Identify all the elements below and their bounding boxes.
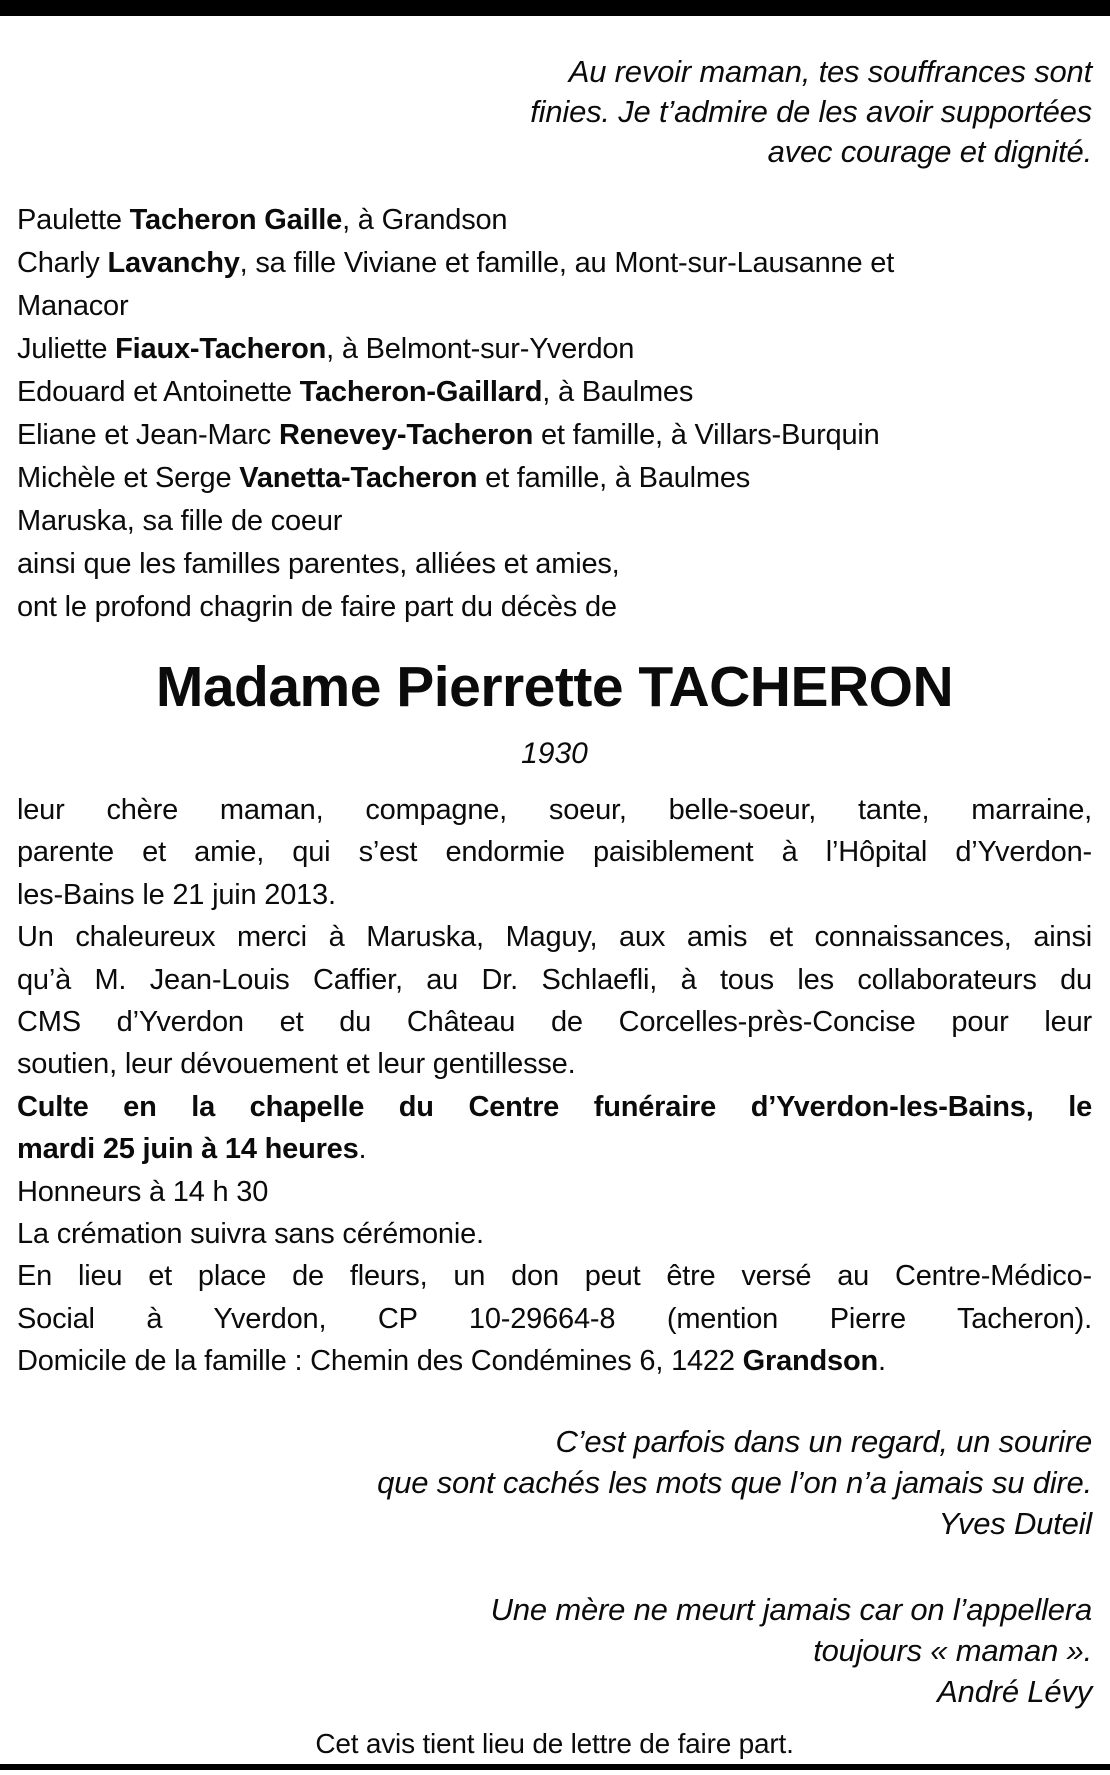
deceased-name: Madame Pierrette TACHERON [155, 655, 954, 719]
family-list-line: ainsi que les familles parentes, alliées et amies, [17, 548, 620, 580]
body-line: Honneurs à 14 h 30 [17, 1175, 269, 1208]
family-list-line: Charly Lavanchy, sa fille Viviane et famille, au Mont-sur-Lausanne et [17, 247, 895, 279]
body-line: les-Bains le 21 juin 2013. [17, 878, 336, 911]
announcement-body [17, 789, 1092, 1383]
body-line: La crémation suivra sans cérémonie. [17, 1218, 484, 1251]
body-line: qu’à M. Jean-Louis Caffier, au Dr. Schlaefli, à tous les collaborateurs du [17, 963, 1092, 996]
family-list-line: Paulette Tacheron Gaille, à Grandson [17, 204, 508, 236]
closing-quote-line: C’est parfois dans un regard, un sourire [555, 1424, 1092, 1459]
family-list-line: Manacor [17, 290, 129, 322]
body-line: Social à Yverdon, CP 10-29664-8 (mention Pierre Tacheron). [17, 1302, 1092, 1335]
body-line: leur chère maman, compagne, soeur, belle-soeur, tante, marraine, [17, 794, 1092, 826]
closing-quote-1 [17, 1421, 1092, 1544]
body-line: Un chaleureux merci à Maruska, Maguy, aux amis et connaissances, ainsi [17, 921, 1092, 954]
family-list-line: Maruska, sa fille de coeur [17, 505, 343, 537]
body-line-ceremony: Culte en la chapelle du Centre funéraire d’Yverdon-les-Bains, le [17, 1090, 1092, 1123]
family-list-line: ont le profond chagrin de faire part du décès de [17, 591, 617, 623]
closing-quote-line: Une mère ne meurt jamais car on l’appellera [490, 1592, 1092, 1627]
body-line: CMS d’Yverdon et du Château de Corcelles-près-Concise pour leur [17, 1006, 1092, 1039]
opening-quote-line: finies. Je t’admire de les avoir supportées [530, 94, 1092, 129]
closing-quote-line: toujours « maman ». [813, 1633, 1092, 1668]
opening-quote-line: Au revoir maman, tes souffrances sont [568, 54, 1092, 89]
closing-quote-2 [17, 1589, 1092, 1712]
family-list-line: Michèle et Serge Vanetta-Tacheron et famille, à Baulmes [17, 462, 751, 494]
quote-attribution: Yves Duteil [938, 1506, 1092, 1541]
body-line: parente et amie, qui s’est endormie paisiblement à l’Hôpital d’Yverdon- [17, 836, 1092, 869]
top-border-bar [0, 0, 1110, 16]
birth-year: 1930 [521, 737, 588, 770]
bottom-border-bar [0, 1764, 1110, 1770]
body-line-ceremony: mardi 25 juin à 14 heures. [17, 1133, 367, 1166]
family-list-line: Eliane et Jean-Marc Renevey-Tacheron et famille, à Villars-Burquin [17, 419, 880, 451]
opening-quote [17, 52, 1092, 172]
family-list [17, 199, 1092, 629]
body-line: En lieu et place de fleurs, un don peut être versé au Centre-Médico- [17, 1260, 1092, 1293]
opening-quote-line: avec courage et dignité. [767, 134, 1092, 169]
family-list-line: Juliette Fiaux-Tacheron, à Belmont-sur-Yverdon [17, 333, 635, 365]
footer-note: Cet avis tient lieu de lettre de faire part. [315, 1728, 794, 1759]
body-line-address: Domicile de la famille : Chemin des Condémines 6, 1422 Grandson. [17, 1345, 886, 1378]
family-list-line: Edouard et Antoinette Tacheron-Gaillard, à Baulmes [17, 376, 694, 408]
closing-quote-line: que sont cachés les mots que l’on n’a jamais su dire. [377, 1465, 1092, 1500]
body-line: soutien, leur dévouement et leur gentillesse. [17, 1048, 576, 1081]
quote-attribution: André Lévy [937, 1674, 1092, 1709]
